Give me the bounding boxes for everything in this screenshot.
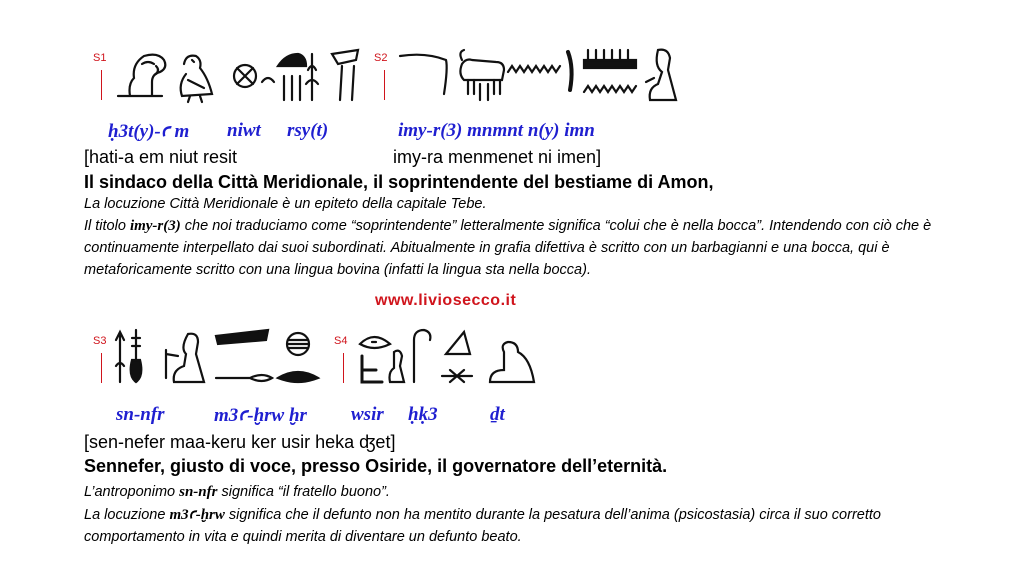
transliteration-word: sn-nfr (116, 404, 165, 425)
oar-glyph (216, 375, 272, 381)
hieroglyph-group-s1 (112, 44, 402, 104)
eye-glyph (360, 337, 390, 348)
transliteration-inline: imy-r(3) (129, 218, 181, 234)
transliteration-word: niwt (227, 120, 261, 141)
section-divider (101, 353, 102, 383)
cobra-base-glyph (442, 370, 472, 382)
feather-glyph (332, 50, 358, 100)
reed-leaf-glyph (568, 52, 572, 90)
tongue-glyph (400, 55, 447, 94)
translation-title: Il sindaco della Città Meridionale, il soprintendente del bestiame di Amon, (84, 172, 714, 192)
section-marker-s2: S2 (374, 52, 388, 64)
lion-forepart-glyph (118, 55, 165, 96)
transliteration-word: ḥ3t(y)-ꜥ m (108, 121, 190, 142)
placenta-glyph (287, 333, 309, 355)
crook-glyph (414, 330, 430, 382)
pronunciation-text: imy-ra menmenet ni imen] (393, 147, 602, 167)
owl-glyph (181, 56, 212, 102)
transliteration-inline: sn-nfr (179, 484, 218, 500)
mouth-glyph (278, 372, 318, 382)
transliteration-word: imy-r(3) mnmnt n(y) imn (398, 120, 595, 141)
transliteration-word: rsy(t) (287, 120, 329, 141)
hieroglyph-group-s3 (112, 326, 332, 388)
section-marker-s1: S1 (93, 52, 107, 64)
hieroglyph-group-s2 (396, 44, 696, 104)
bread-glyph (262, 78, 274, 82)
section-divider (101, 70, 102, 100)
transliteration-word: ḥḳ3 (408, 404, 438, 425)
gaming-board-glyph (584, 50, 636, 92)
note-paragraph: La locuzione Città Meridionale è un epiteto della capitale Tebe. (84, 196, 487, 212)
note-paragraph: L’antroponimo sn-nfr significa “il fratello buono”. (84, 484, 390, 500)
plinth-glyph (216, 330, 268, 344)
cobra-glyph (490, 342, 534, 382)
seated-god-glyph (646, 50, 676, 100)
transliteration-word: ḏt (490, 404, 505, 425)
translation-title: Sennefer, giusto di voce, presso Osiride, il governatore dell’eternità. (84, 456, 668, 476)
bull-glyph (460, 50, 504, 100)
section-divider (384, 70, 385, 100)
seated-man-glyph (166, 334, 204, 382)
pronunciation-text: [sen-nefer maa-keru ker usir heka ʤet] (84, 432, 396, 452)
section-marker-s3: S3 (93, 335, 107, 347)
transliteration-word: m3ꜥ-ḫrw ḫr (214, 405, 307, 426)
note-paragraph: La locuzione m3ꜥ-ḫrw significa che il defunto non ha mentito durante la pesatura dell’anima (psicostasia) circa il suo corretto comportamento in vita e quindi merita di diventare un defunto beato. (84, 507, 881, 545)
arrow-glyph (116, 332, 124, 382)
reed-glyph (278, 54, 318, 100)
pronunciation-text: [hati-a em niut resit (84, 147, 238, 167)
throne-glyph (362, 356, 382, 382)
god-glyph (390, 351, 405, 382)
city-sign-glyph (234, 65, 256, 87)
section-divider (343, 353, 344, 383)
transliteration-inline: m3ꜥ-ḫrw (169, 507, 225, 523)
website-link[interactable]: www.liviosecco.it (375, 292, 517, 309)
hieroglyph-group-s4 (354, 326, 554, 388)
note-paragraph: Il titolo imy-r(3) che noi traduciamo come “soprintendente” letteralmente significa “colui che è nella bocca”. Intendendo con ciò che è continuamente interpellato dai suoi subordinati. Abitualmente in grafia difettiva è scritto con un barbagianni e una bocca, qui è metaforicamente scritto con una lingua bovina (infatti la lingua sta nella bocca). (84, 218, 932, 278)
section-marker-s4: S4 (334, 335, 348, 347)
transliteration-word: wsir (351, 404, 384, 425)
hill-glyph (446, 332, 470, 354)
nfr-glyph (131, 330, 142, 382)
water-glyph (508, 66, 560, 72)
